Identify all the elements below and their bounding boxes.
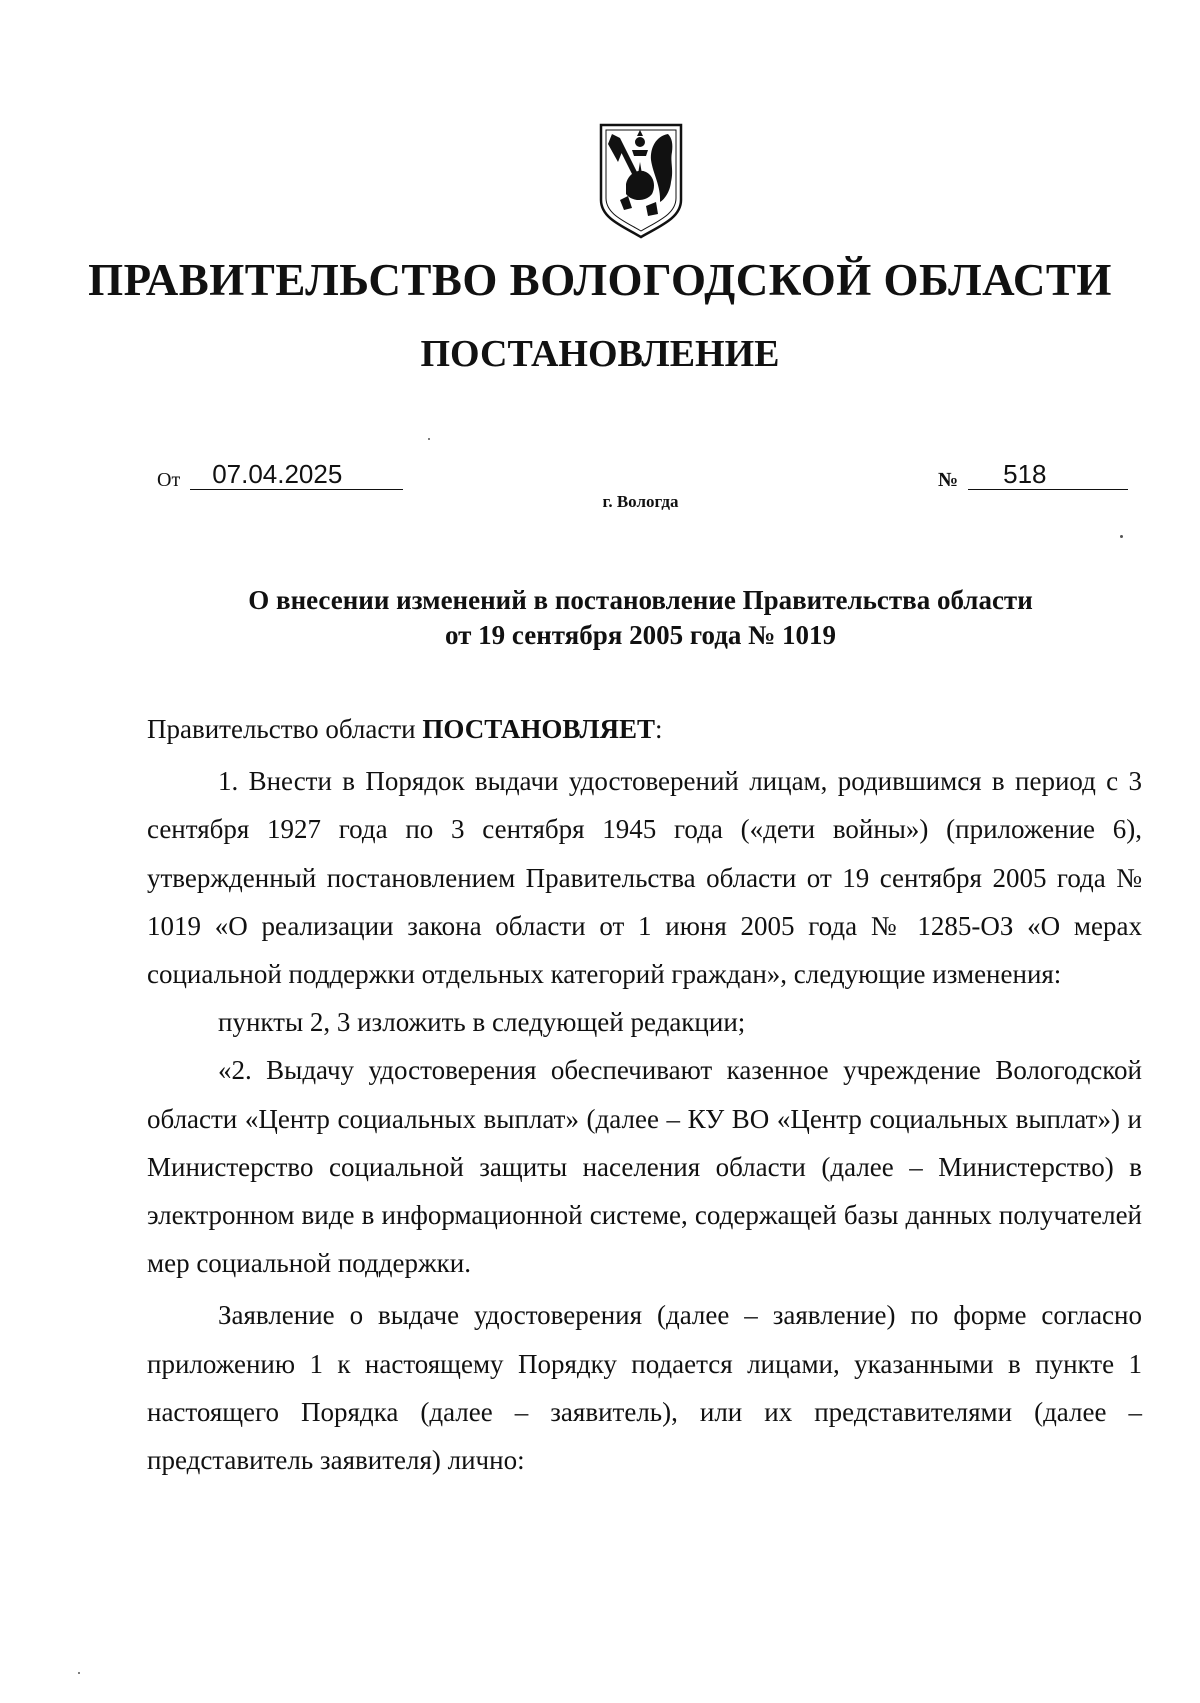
number-prefix: № bbox=[938, 468, 959, 491]
subject-line-2: от 19 сентября 2005 года № 1019 bbox=[445, 620, 836, 650]
preamble bbox=[147, 705, 1142, 753]
preamble-bold: ПОСТАНОВЛЯЕТ bbox=[422, 714, 655, 744]
document-date: 07.04.2025 bbox=[190, 460, 403, 490]
preamble-end: : bbox=[654, 714, 663, 744]
city-name: г. Вологда bbox=[602, 492, 679, 511]
scan-speck bbox=[428, 438, 430, 440]
vologda-coat-of-arms-icon bbox=[598, 122, 684, 240]
scan-speck bbox=[1120, 535, 1123, 538]
document-subject bbox=[0, 583, 1200, 653]
document-body bbox=[147, 705, 1142, 1484]
document-type: ПОСТАНОВЛЕНИЕ bbox=[420, 333, 780, 375]
number-field bbox=[938, 460, 1128, 490]
preamble-start: Правительство области bbox=[147, 714, 423, 744]
paragraph-3: «2. Выдачу удостоверения обеспечивают казенное учреждение Вологодской области «Центр социальных выплат» (далее – КУ ВО «Центр социальных выплат») и Министерство социальной защиты населения области (далее – Министерство) в электронном виде в информационной системе, содержащей базы данных получателей мер социальной поддержки. bbox=[147, 1055, 1142, 1279]
date-prefix: От bbox=[157, 468, 181, 491]
subject-line-1: О внесении изменений в постановление Правительства области bbox=[248, 585, 1033, 615]
paragraph-2: пункты 2, 3 изложить в следующей редакции; bbox=[218, 1007, 746, 1038]
organization-title: ПРАВИТЕЛЬСТВО ВОЛОГОДСКОЙ ОБЛАСТИ bbox=[88, 255, 1112, 305]
paragraph-1: 1. Внести в Порядок выдачи удостоверений лицам, родившимся в период с 3 сентября 1927 года по 3 сентября 1945 года («дети войны») (приложение 6), утвержденный постановлением Правительства области от 19 сентября 2005 года № 1019 «О реализации закона области от 1 июня 2005 года № 1285-ОЗ «О мерах социальной поддержки отдельных категорий граждан», следующие изменения: bbox=[147, 766, 1142, 990]
paragraph-4: Заявление о выдаче удостоверения (далее – заявление) по форме согласно приложению 1 к настоящему Порядку подается лицами, указанными в пункте 1 настоящего Порядка (далее – заявитель), или их представителями (далее – представитель заявителя) лично: bbox=[147, 1300, 1142, 1476]
scan-speck bbox=[78, 1672, 80, 1674]
date-field bbox=[157, 460, 403, 490]
document-number: 518 bbox=[968, 460, 1128, 490]
